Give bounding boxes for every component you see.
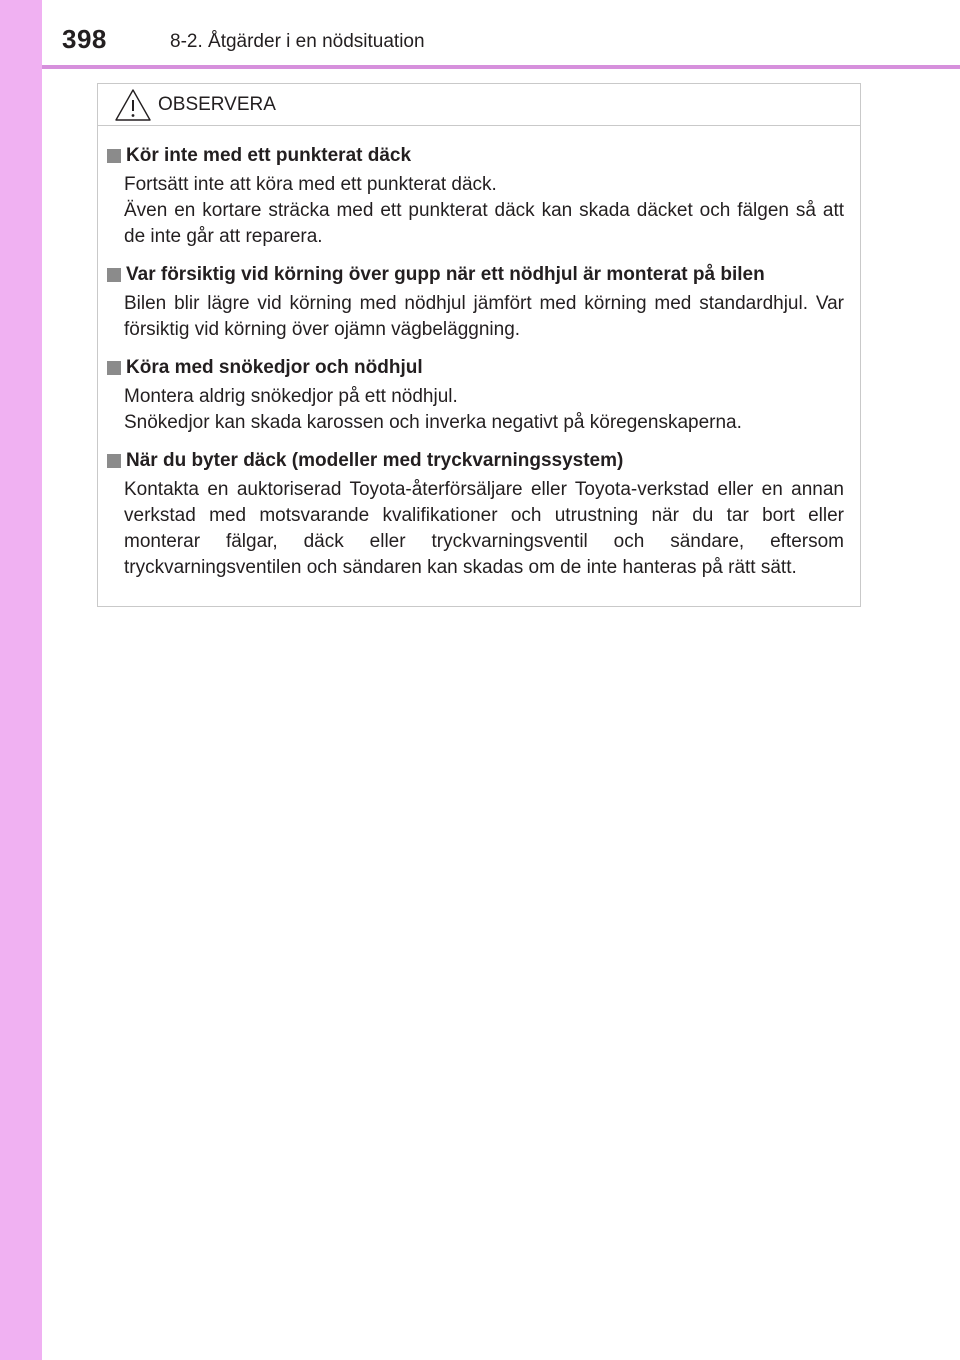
section-heading: Kör inte med ett punkterat däck <box>98 143 860 169</box>
section-title: 8-2. Åtgärder i en nödsituation <box>170 31 425 52</box>
paragraph: Snökedjor kan skada karossen och inverka negativt på köregenskaperna. <box>124 412 742 433</box>
notice-section <box>98 262 860 343</box>
paragraph: Kontakta en auktoriserad Toyota-återförsäljare eller Toyota-verkstad eller en annan verkstad med motsvarande kvalifikationer och utrustning när du tar bort eller monterar fälgar, däck eller tryckvarningsventil och sändare, eftersom tryckvarningsventilen och sändaren kan skadas om de inte hanteras på rätt sätt. <box>124 479 844 578</box>
notice-header <box>98 84 860 126</box>
notice-title: OBSERVERA <box>158 94 276 115</box>
notice-sections <box>98 143 860 593</box>
caution-notice-box <box>97 83 861 607</box>
section-body <box>124 288 844 343</box>
paragraph: Fortsätt inte att köra med ett punkterat däck. <box>124 174 497 195</box>
square-bullet-icon <box>107 454 121 468</box>
square-bullet-icon <box>107 361 121 375</box>
section-heading: Köra med snökedjor och nödhjul <box>98 355 860 381</box>
notice-section <box>98 448 860 581</box>
section-heading: När du byter däck (modeller med tryckvarningssystem) <box>98 448 860 474</box>
notice-section <box>98 143 860 250</box>
page-number: 398 <box>62 24 107 54</box>
paragraph: Även en kortare sträcka med ett punkterat däck kan skada däcket och fälgen så att de inte går att reparera. <box>124 200 844 247</box>
section-body <box>124 169 844 250</box>
square-bullet-icon <box>107 149 121 163</box>
section-body <box>124 381 844 436</box>
side-tab-strip <box>0 0 42 1360</box>
warning-triangle-icon <box>114 88 152 122</box>
section-heading: Var försiktig vid körning över gupp när ett nödhjul är monterat på bilen <box>98 262 860 288</box>
paragraph: Bilen blir lägre vid körning med nödhjul jämfört med körning med standardhjul. Var försiktig vid körning över ojämn vägbeläggning. <box>124 293 844 340</box>
header-divider <box>42 65 960 69</box>
square-bullet-icon <box>107 268 121 282</box>
notice-section <box>98 355 860 436</box>
section-body <box>124 474 844 581</box>
paragraph: Montera aldrig snökedjor på ett nödhjul. <box>124 386 458 407</box>
